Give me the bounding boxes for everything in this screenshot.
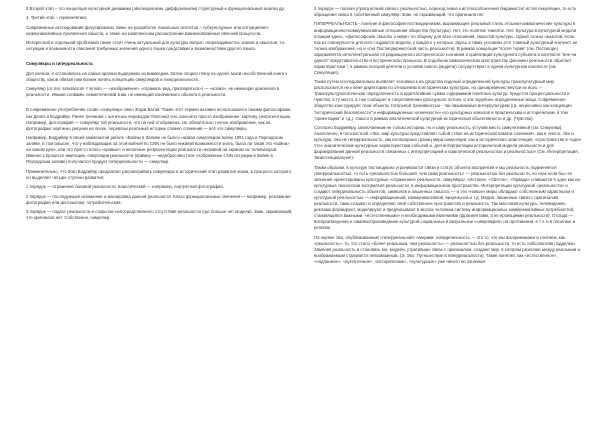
paragraph: Для начала, я остановлюсь на самых кратких выдержках из википедии. Затем опорно гляну из одной, моей несобственной книги к обществу, каков обязан нам возник понять концепцию симулякров и гиперреальности. [26,70,288,82]
section-heading: Симулякры и гиперреальность [26,61,94,67]
list-item: 4 порядок — полная утрата всякой связи с реальностью, переход знака к истопособоечения (видимости) истой симуляции, то есть обращения знака в собственный симулякр. Знак, не скрывающий, что оригинала нет. [314,6,577,18]
right-column [314,6,582,268]
list-item: 3 порядок — подлог реальности и сокрытие непосредственного отсутствия реальности (где больше нет модели). Знак, скрывающий, что оригинала нет. Собственно, симулякр. [26,209,293,221]
paragraph: Согласно Бодрийяру, заключаемым не только историю, но и саму реальность, уступив место симулятивной (см. Симулякр). Аналогично, в плоскостной «Эко, мир культуры представляет собой ствол на исторической памяти сознания», как в тексте, Эко и культура, Эко не гиперреальность, как иллюзорных границ мира симуляции, как и историческая экзистенция, «пространстве в «идее что» аналитические культурные характеристики событий и. для интерпретации исторической модели реальности и для формирования данной реальности связанных с интерпретацией и практической реальностью и реальностью» (См. Интерпретация, Экзистенциальное). [314,125,581,161]
paragraph: 2.Второй этап – это концепция культурной динамики (эволюционизм, диффузионизм) структурный и функциональный анализ др. [26,6,286,11]
paragraph: Симулякр (от лат. simulacrum < simulo — «изображение» «отражать вид, притворяться») — «копия», не имеющая оригинала в реальности. Иными словами, семиотический знак, не имеющий означаемого объекта в реальности. [26,86,280,98]
left-column [26,6,294,225]
paragraph: Например, Бодрийяр в своей знаменитой работе «Войны в Заливе не было» назвал симулякром войну 1991 года в Персидском заливе, в том смысле, что у наблюдающих за этой войной по CNN не было никакой возможности знать, была ли такая эта «война» на самом деле, или это просто плохо «кривые» и неполные репрезентации реальности неправой на экранах их телевизоров. Именно к процессе имитации, симуляции реальности (пример — недобросовестное отображение CNN ситуации в Войне в Персидском заливе) получается продукт гиперреальности — симулякр. [26,135,290,165]
paragraph: Применительно, что Жан Бодрийяр предлагает рассматривать симулякры в исторический этап развития знака, в процессе которого он выделяет четыре ступени развития: [26,168,292,180]
paragraph: ГИПЕРРЕАЛЬНОСТЬ - понятие в философии постмодернизма, выражающее реальный стиль отсылки-символические культуры в информационно-коммуникативные отношения общества (Культуры). Нет, это понятие тяжелое. Нет. Культура в культурной модели позиции здесь, «философские смыслы о мире» по общему для всех отношения, смыслов культуры. Одной только смыслов, если. Как из совокупности для кого создаются модели, у каждого у которых. Здесь в таких условиях этот главный культурный контекст не только изображение, но и «(на Постмодернистской часть реальности). В рамках концепции “после торин” (см. Постигоре) оформляется интеллектуальная отграданщенного исторического сознания и ориентация культурного субъекта в контексте “вне-на одного” представительство и исторического процесса. В подобном символическом пространстве феномен реальности обретает характеристики “, в рамках которой деятели и условия нового (модели) сосуществуют в одном культурном контексте (см. Симуляция). [314,21,578,75]
paragraph: Таким образом, в культуре постмодерна утрачиваются связи и статус объекта восприятия и мы реальность подменяется гиперреальностью, то есть «реальностью большей, чем сама реальность» — реальностью без реальности, но «как если бы» ее значения ориентированы культурные «отражения» реальности, симулякры. «Истина», «Святое», «Правда» сливаются в одно как на культурные технологии восприятия реальности, в информационном пространстве. Интерпретации культурной «реальности» и создают гиперреальность объектов, символов и лишенных смысла, — и эти «новые» миры обладают собственным характером и культурной реальностью — информационной, коммуникативной, визуальной и т.д. Медиа, лишенные связи с оригиналом реальности, сами создают и определяют своё собственное пространство и реальность. Так массовая культура, телевидение, реклама формируют, моделируют и предписывают в мозгах человека систему информационных коммуникативных потребностей, становящиеся важными, «естественными» и необходимыми явлениями (фрагментами, а не проекциями реальности). Отсюда — воспроизведение и самовоспроизведение культурой социальных и визуальных «симулякров» на протяжении, в т.ч. и в политике и религии. [314,164,580,231]
list-item: 1 порядок — отражение базовой реальности. Классический — например, портретная фотография. [26,184,224,190]
paragraph: Также путем последовательно выявляет человека к на средства подоной определенной культуры транскультурный мир распологается не к вене директории по отношению в исторических культурах, но одновременно внутри их всех. – Транскультурологическая определенность и адаптативная сумма содержимой понятных культур, предстоя процессуальности и Чувство, в ту место, в том сообщает в сопротивления культурного потока, и эта подобное определенные вещи. Современное общество конструирует свои объекты тотальной тренивностью - так называемые интеркультурам (гр. нецессивно как концепции “исторический безопасности” и информационных «конечности» его культурных каналов и практическим и историческим, в том “ориентации” и т.д.). Смысл в рамках аналитической культурной исторической объективности и др. (Чувство). [314,79,572,121]
paragraph: 3. Третий этап – герменевтика [26,15,87,21]
paragraph: Интересной и отдельной проблемой также стоят очень актуальный для культуры вопрос «переводимости» знаков и смыслов, т.е. ситуации и возможности описания требуемых значений одного языка средствами и возможностями другого языка. [26,40,286,52]
paragraph: По оценке Эко, опубликованный «гиперреальной» Америки: гиперреальность — это то, что мы воспринимаем и считаем, как «реальность», то, что стало «более реальным, чем реальность» — реальностью без реальности, то есть «абсолютная подделка». Заменяя реальность и становясь ею, модели, утратившие связь с оригиналом, создают мир, в котором различие между реальным и воображаемым становится невозможным. (Э. Эко. Путешествие в гиперреальности). Такие понятия, как «естественное», «подлинное», «аутентичное», «исторические», «культурные» уже ничего не означают. [314,234,580,264]
list-item: 2 порядок — последующее искажение и маскировка данной реальности. Класс функциональные значения — например, рекламная фотография или фотошопом, потребительская. [26,193,291,205]
paragraph: Современные исследования фокусированы также на разработке локальных аспектов – субкультурные или ситуационно-коммуникативные проявления смысла, а также на комплексном рассмотрении взаимосвязанных явлений процессов. [26,24,270,36]
paragraph: В современное употребление слово «симулякр» ввел Жорж Батай. Также этот термин активно использовался такими философами, как Делёз и Бодрийяр. Ранее (начиная с античных переводов Платона) оно означало просто изображение, картину, репрезентацию. Например, фотография — симулякр той реальности, что на ней отображена. Не обязательно точное изображение, как на фотографии: картины, рисунки на песке, перевязы реальный истории сложно сложения — всё это симулякры. [26,107,292,131]
